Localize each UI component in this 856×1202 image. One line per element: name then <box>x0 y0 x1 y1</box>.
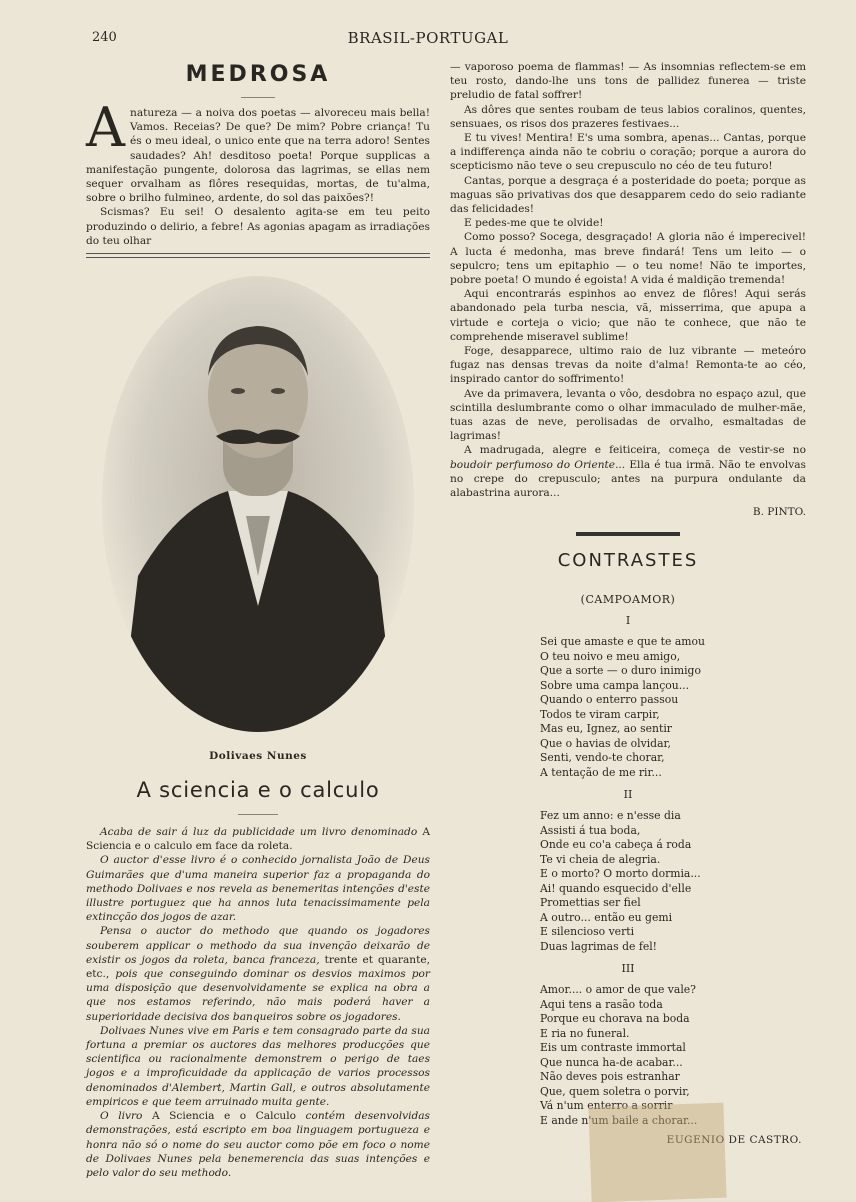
stanza <box>540 809 806 954</box>
contrastes-subtitle: (CAMPOAMOR) <box>580 593 676 607</box>
verse-line: E ande n'um baile a chorar... <box>540 1113 698 1127</box>
sciencia-text-run: Pensa o auctor do methodo que quando os jogadores souberem applicar o methodo da sua invenção deixarão de existir os jogos da roleta, <box>86 925 430 966</box>
verse-line: Que o havias de olvidar, <box>540 736 671 750</box>
medrosa-right-paragraph: Aqui encontrarás espinhos ao envez de flôres! Aqui serás abandonado pela turba nescia, vã, misserrima, que apupa a virtude e corteja o vicio; que não te conhece, que não te comprehende miseravel sublime! <box>450 288 806 343</box>
verse-line: E o morto? O morto dormia... <box>540 867 701 881</box>
right-column <box>450 60 806 1146</box>
verse-line: Te vi cheia de alegria. <box>540 852 661 866</box>
verse-line: Sei que amaste e que te amou <box>540 635 705 649</box>
medrosa-text-left <box>86 96 430 248</box>
verse-line: Quando o enterro passou <box>540 693 679 707</box>
sciencia-text-run: Dolivaes Nunes vive em Paris e tem consagrado parte da sua fortuna a premiar os auctores das melhores producções que scientifica ou racionalmente demonstrem o perigo de taes jogos e a improficuidade da applicação de varios processos denominados d'Alembert, Martin Gall, e outros absolutamente empiricos e que teem arruinado muita gente. <box>86 1024 430 1108</box>
sciencia-paragraph <box>86 853 430 924</box>
paper-stain <box>588 1103 726 1202</box>
verse-line: Que nunca ha-de acabar... <box>540 1055 683 1069</box>
verse-line: Mas eu, Ignez, ao sentir <box>540 722 672 736</box>
verse-line: Amor.... o amor de que vale? <box>540 983 696 997</box>
verse-line: Duas lagrimas de fel! <box>540 939 657 953</box>
verse-line: E ria no funeral. <box>540 1026 630 1040</box>
section-divider <box>86 253 430 258</box>
medrosa-right-paragraph: As dôres que sentes roubam de teus labios coralinos, quentes, sensuaes, os risos dos prazeres festivaes... <box>450 103 806 130</box>
sciencia-text-run: banca franceza, <box>232 953 320 966</box>
sciencia-text-run: trente et quarante, etc., <box>86 953 430 981</box>
verse-line: Que, quem soletra o porvir, <box>540 1084 690 1098</box>
contrastes-signature: EUGENIO DE CASTRO. <box>666 1134 802 1147</box>
medrosa-paragraph-1: natureza — a noiva dos poetas — alvoreceu mais bella! Vamos. Receias? De que? De mim? Pobre criança! Tu és o meu ideal, o unico ente que na terra adoro! Sentes saudades? Ah! desditoso poeta! Porque supplicas a manifestação pungente, dolorosa das lagrimas, se ellas nem sequer orvalham as flôres resequidas, mortas, de tu'alma, sobre o brilho fulmineo, ardente, do sol das paixões?! <box>86 107 430 205</box>
page-number: 240 <box>92 30 117 45</box>
stanza-number: I <box>625 614 631 628</box>
medrosa-last-paragraph <box>450 443 806 500</box>
verse-line: Eis um contraste immortal <box>540 1041 686 1055</box>
verse-line: Sobre uma campa lançou... <box>540 678 689 692</box>
verse-line: Ai! quando esquecido d'elle <box>540 881 692 895</box>
stanza-number: III <box>621 962 635 976</box>
verse-line: Todos te viram carpir, <box>540 707 660 721</box>
medrosa-right-paragraph: Foge, desapparece, ultimo raio de luz vibrante — meteóro fugaz nas densas trevas da noite d'alma! Remonta-te ao céo, inspirado cantor do soffrimento! <box>450 345 806 386</box>
verse-line: A tentação de me rir... <box>540 765 662 779</box>
verse-line: Vá n'um enterro a sorrir <box>540 1099 673 1113</box>
medrosa-right-paragraph: E pedes-me que te olvide! <box>464 217 604 230</box>
stanza <box>540 635 806 780</box>
verse-line: Porque eu chorava na boda <box>540 1012 690 1026</box>
contrastes-poem <box>450 614 806 1128</box>
medrosa-text-right <box>450 60 806 443</box>
sciencia-article <box>86 825 430 1180</box>
medrosa-right-paragraph: Cantas, porque a desgraça é a posteridade do poeta; porque as maguas são privativas dos que desapparem cedo do seio radiante das felicidades! <box>450 174 806 216</box>
drop-cap: A <box>86 96 125 159</box>
verse-line: Que a sorte — o duro inimigo <box>540 664 701 678</box>
sciencia-paragraph <box>86 924 430 1023</box>
sciencia-text-run: A Sciencia e o Calculo <box>151 1110 296 1123</box>
last-paragraph-end: Ella é tua irmã. Não te envolvas no crepe do crepusculo; antes na purpura ondulante da alabastrina aurora... <box>450 458 806 500</box>
verse-line: Senti, vendo-te chorar, <box>540 751 665 765</box>
last-paragraph-start: A madrugada, alegre e feiticeira, começa de vestir-se no <box>464 444 806 457</box>
verse-line: Não deves pois estranhar <box>540 1070 680 1084</box>
last-paragraph-italic: boudoir perfumoso do Oriente... <box>450 458 626 471</box>
verse-line: O teu noivo e meu amigo, <box>540 649 681 663</box>
sciencia-text-run: O livro <box>100 1110 152 1123</box>
medrosa-right-paragraph: — vaporoso poema de flammas! — As insomnias reflectem-se em teu rosto, dando-lhe uns tons de pallidez funerea — triste preludio de fatal soffrer! <box>450 61 806 102</box>
verse-line: Onde eu co'a cabeça á roda <box>540 838 692 852</box>
portrait-photo <box>98 276 418 746</box>
medrosa-paragraph-2: Scismas? Eu sei! O desalento agita-se em teu peito produzindo o delirio, a febre! As agonias apagam as irradiações do teu olhar <box>86 206 430 247</box>
sciencia-divider <box>238 814 278 815</box>
sciencia-paragraph <box>86 1024 430 1109</box>
sciencia-paragraph <box>86 825 430 853</box>
sciencia-text-run: O auctor d'esse livro é o conhecido jornalista João de Deus Guimarães que d'uma maneira superior faz a propaganda do methodo Dolivaes e nos revela as benemeritas intenções d'este illustre portuguez que ha annos luta tenacissimamente pela extincção dos jogos de azar. <box>86 854 430 924</box>
sciencia-text-run: A Sciencia e o calculo em face da roleta. <box>86 826 430 853</box>
publication-title: BRASIL-PORTUGAL <box>347 29 509 47</box>
stanza-number: II <box>623 788 633 802</box>
medrosa-right-paragraph: Ave da primavera, levanta o vôo, desdobra no espaço azul, que scintilla deslumbrante como o olhar immaculado de mulher-mãe, tuas azas de neve, perolisadas de orvalho, esmaltadas de lagrimas! <box>450 387 806 443</box>
sciencia-title: A sciencia e o calculo <box>136 778 380 803</box>
medrosa-signature: B. PINTO. <box>752 506 806 519</box>
verse-line: A outro... então eu gemi <box>540 910 673 924</box>
contrastes-divider <box>576 532 680 536</box>
medrosa-right-paragraph: Como posso? Socega, desgraçado! A gloria não é imperecivel! A lucta é medonha, mas breve findará! Tens um leito — o sepulcro; tens um epitaphio — o teu nome! Não te importes, pobre poeta! O mundo é egoista! A vida é maldição tremenda! <box>450 231 806 287</box>
left-column <box>86 60 430 1180</box>
sciencia-paragraph <box>86 1109 430 1180</box>
verse-line: Assisti á tua boda, <box>540 823 641 837</box>
portrait-frame <box>98 276 418 746</box>
sciencia-text-run: contém desenvolvidas demonstrações, está escripto em boa linguagem portugueza e honra não só o nome do seu auctor como põe em foco o nome de Dolivaes Nunes pela benemerencia das suas intenções e pelo valor do seu methodo. <box>86 1110 430 1179</box>
sciencia-text-run: pois que conseguindo dominar os desvios maximos por uma disposição que desenvolvidamente se explica na obra a que nos estamos referindo, não mais poderá haver a superioridade decisiva dos banqueiros sobre os jogadores. <box>86 968 430 1023</box>
title-divider <box>241 97 275 98</box>
verse-line: Aqui tens a rasão toda <box>540 997 663 1011</box>
medrosa-title: MEDROSA <box>185 62 331 87</box>
verse-line: Promettias ser fiel <box>540 896 641 910</box>
contrastes-title: CONTRASTES <box>557 550 699 572</box>
sciencia-text-run: Acaba de sair á luz da publicidade um livro denominado <box>100 826 423 839</box>
medrosa-right-paragraph: E tu vives! Mentira! E's uma sombra, apenas... Cantas, porque a indifferença ainda não te cobriu o coração; porque a aurora do scepticismo não teve o seu crepusculo no céo de teu futuro! <box>450 132 806 173</box>
verse-line: E silencioso verti <box>540 925 635 939</box>
portrait-caption: Dolivaes Nunes <box>209 750 307 763</box>
verse-line: Fez um anno: e n'esse dia <box>540 809 681 823</box>
